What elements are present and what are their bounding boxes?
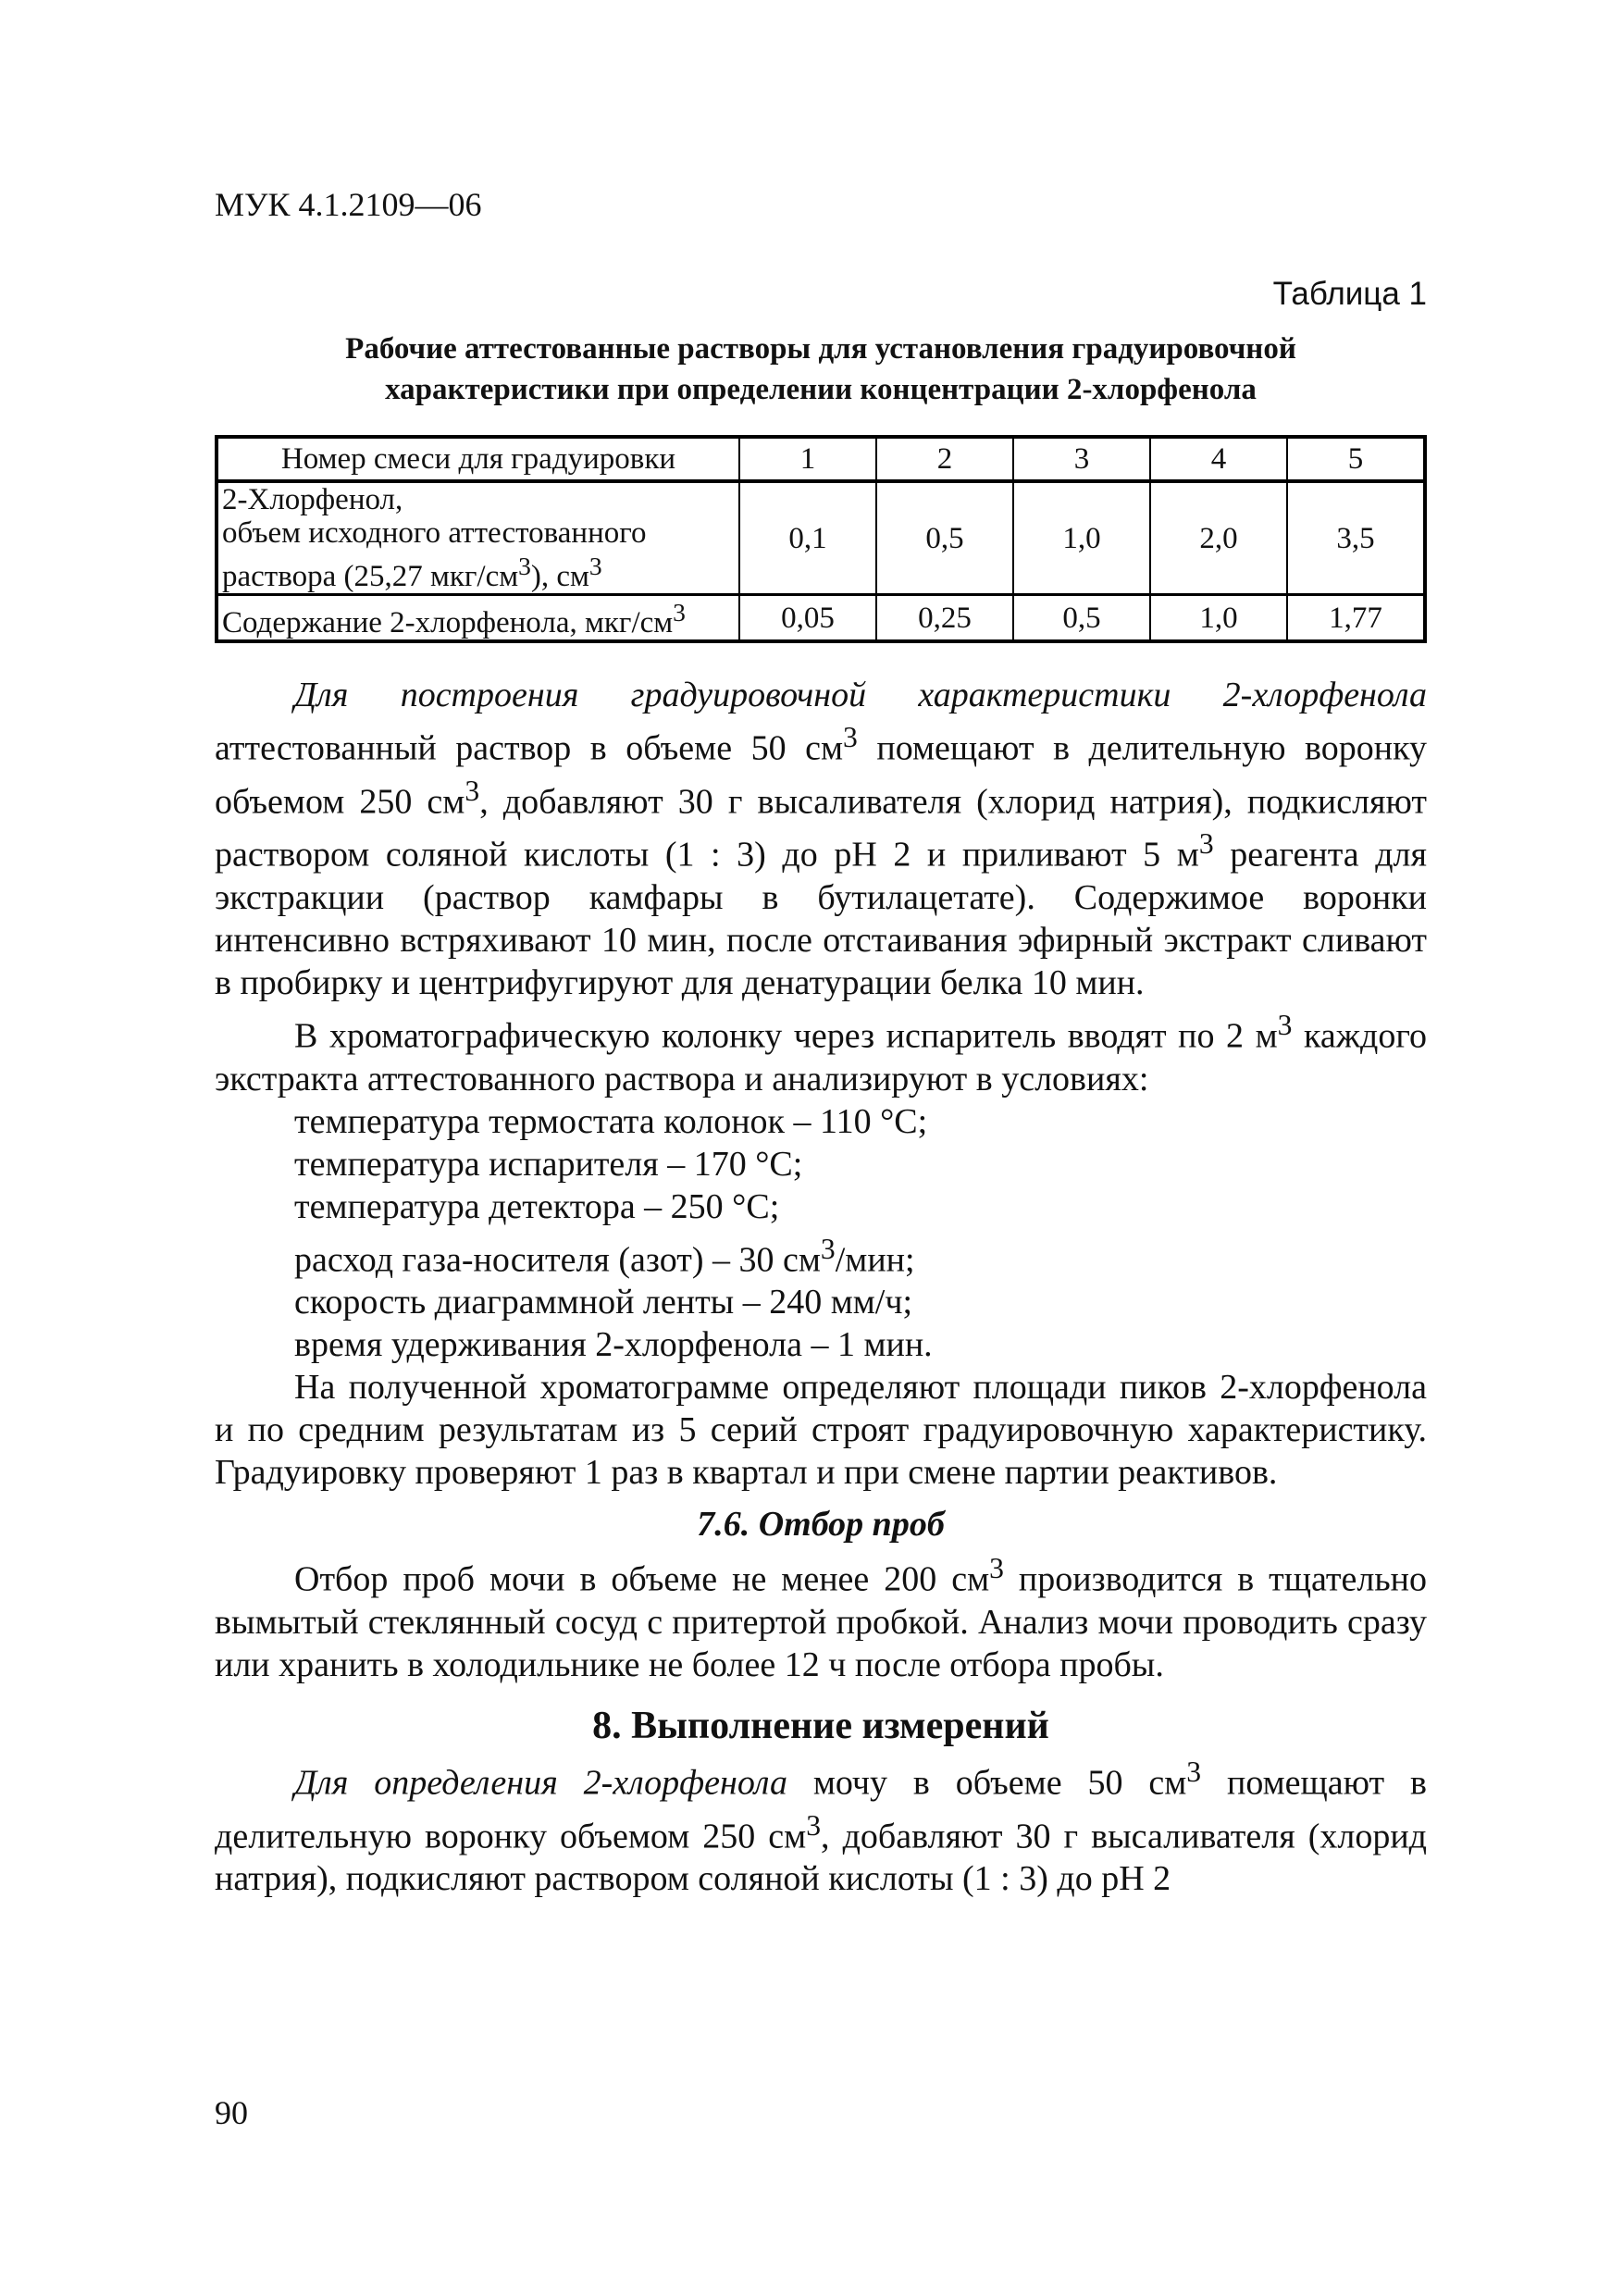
calibration-table [215,435,1427,643]
content-value-cell: 0,25 [876,595,1013,642]
table-title [215,329,1427,410]
volume-label-line-2: объем исходного аттестованного [222,516,647,550]
superscript: 3 [518,552,531,580]
sampling-paragraph [215,1547,1427,1686]
mix-number-cell: 1 [739,437,876,481]
mix-number-cell: 4 [1150,437,1287,481]
volume-label-line-3 [222,550,735,593]
text-run: , добавляют 30 г высаливателя (хлорид натрия), подкисляют раствором соляной кислоты (1 : 3) до рН 2 [215,1817,1427,1899]
content-label-text: Содержание 2-хлорфенола, мкг/см [222,606,674,639]
mix-number-cell: 5 [1287,437,1425,481]
text-run: каждого экстракта аттестованного раствора и анализируют в условиях: [215,1016,1427,1098]
content-label-cell [217,595,739,642]
table-row-volume [217,481,1425,595]
volume-value-cell: 3,5 [1287,481,1425,595]
volume-value-cell: 0,1 [739,481,876,595]
measurement-paragraph [215,1751,1427,1900]
condition-item: время удерживания 2-хлорфенола – 1 мин. [294,1325,933,1365]
calibration-paragraph [215,674,1427,1004]
content-value-cell: 0,5 [1013,595,1150,642]
text-run: мочу в объеме 50 см [787,1763,1187,1803]
condition-item: температура детектора – 250 °С; [294,1186,780,1226]
volume-value-cell: 0,5 [876,481,1013,595]
superscript: 3 [806,1808,822,1842]
italic-lead: Для построения градуировочной характеристики 2-хлорфенола [294,676,1427,714]
document-code: МУК 4.1.2109—06 [215,186,482,223]
condition-item: температура испарителя – 170 °С; [294,1144,803,1184]
content-value-cell: 1,77 [1287,595,1425,642]
text-run: /мин; [835,1240,915,1280]
superscript: 3 [989,1552,1004,1585]
table-title-line-1: Рабочие аттестованные растворы для установления градуировочной [345,332,1296,366]
text-run: Отбор проб мочи в объеме не менее 200 см [294,1559,990,1599]
text-run: производится в тщательно вымытый стеклянный сосуд с притертой пробкой. Анализ мочи проводить сразу или хранить в холодильнике не более 12 ч после отбора пробы. [215,1559,1427,1684]
table-caption: Таблица 1 [1272,276,1427,312]
injection-paragraph [215,1004,1427,1100]
superscript: 3 [1186,1755,1202,1788]
text-run: , добавляют 30 г высаливателя (хлорид натрия), подкисляют раствором соляной кислоты (1 : 3) до рН 2 и приливают 5 м [215,782,1428,875]
subsection-title: 7.6. Отбор проб [697,1505,945,1545]
text-run: помещают в делительную воронку объемом 250 см [215,1763,1428,1856]
text-run: реагента для экстракции (раствор камфары в бутилацетате). Содержимое воронки интенсивно встряхивают 10 мин, после отстаивания эфирный экстракт сливают в пробирку и центрифугируют для денатурации белка 10 мин. [215,835,1427,1002]
superscript: 3 [673,598,686,627]
superscript: 3 [588,552,602,580]
text-run: В хроматографическую колонку через испаритель вводят по 2 м [294,1016,1278,1056]
table-title-line-2: характеристики при определении концентрации 2-хлорфенола [385,373,1257,406]
volume-label-text: ), см [530,560,589,593]
volume-value-cell: 2,0 [1150,481,1287,595]
superscript: 3 [1198,827,1214,861]
volume-label-text: раствора (25,27 мкг/см [222,560,519,593]
mix-number-cell: 3 [1013,437,1150,481]
table-row-content [217,595,1425,642]
superscript: 3 [843,721,858,753]
content-value-cell: 0,05 [739,595,876,642]
condition-item [215,1228,1427,1282]
superscript: 3 [1277,1008,1293,1041]
document-body [215,674,1427,1900]
text-run: помещают в делительную воронку объемом 250 см [215,728,1427,822]
section-title: 8. Выполнение измерений [592,1704,1049,1747]
volume-label-line-1: 2-Хлорфенол, [222,483,403,516]
chromatogram-paragraph: На полученной хроматограмме определяют площади пиков 2-хлорфенола и по средним результатам из 5 серий строят градуировочную характеристику. Градуировку проверяют 1 раз в квартал и при смене партии реактивов. [215,1368,1427,1493]
superscript: 3 [820,1232,836,1265]
mix-number-cell: 2 [876,437,1013,481]
content-value-cell: 1,0 [1150,595,1287,642]
volume-label-cell [217,481,739,595]
superscript: 3 [465,774,480,807]
condition-item: скорость диаграммной ленты – 240 мм/ч; [294,1283,913,1322]
text-run: аттестованный раствор в объеме 50 см [215,728,844,768]
page-number: 90 [215,2094,248,2131]
volume-value-cell: 1,0 [1013,481,1150,595]
italic-lead: Для определения 2-хлорфенола [294,1763,787,1803]
header-label-cell: Номер смеси для градуировки [217,437,739,481]
text-run: расход газа-носителя (азот) – 30 см [294,1240,821,1280]
condition-item: температура термостата колонок – 110 °С; [294,1101,928,1141]
table-header-row [217,437,1425,481]
